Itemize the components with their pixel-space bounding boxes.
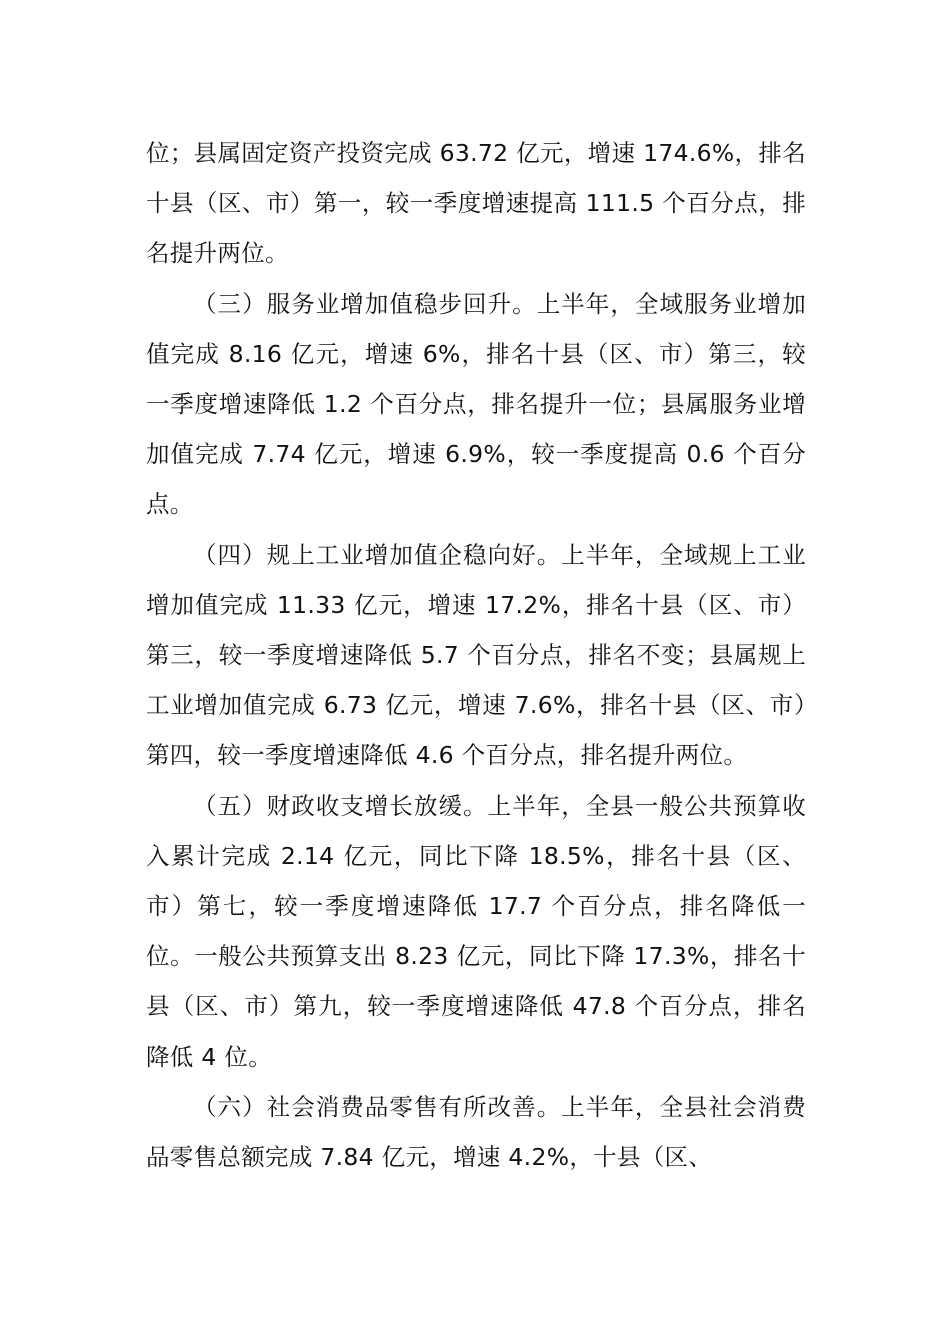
paragraph-fiscal-revenue-expenditure: （五）财政收支增长放缓。上半年，全县一般公共预算收入累计完成 2.14 亿元，同比下降 18.5%，排名十县（区、市）第七，较一季度增速降低 17.7 个百分点，排名降低一位。一般公共预算支出 8.23 亿元，同比下降 17.3%，排名十县（区、市）第九，较一季度增速降低 47.8 个百分点，排名降低 4 位。 <box>146 791 806 1071</box>
paragraph-services-added-value: （三）服务业增加值稳步回升。上半年，全域服务业增加值完成 8.16 亿元，增速 6%，排名十县（区、市）第三，较一季度增速降低 1.2 个百分点，排名提升一位；县属服务业增加值完成 7.74 亿元，增速 6.9%，较一季度提高 0.6 个百分点。 <box>146 289 806 519</box>
paragraph-fixed-asset-investment-continued: 位；县属固定资产投资完成 63.72 亿元，增速 174.6%，排名十县（区、市）第一，较一季度增速提高 111.5 个百分点，排名提升两位。 <box>146 139 806 268</box>
paragraph-retail-sales: （六）社会消费品零售有所改善。上半年，全县社会消费品零售总额完成 7.84 亿元，增速 4.2%，十县（区、 <box>146 1092 806 1172</box>
paragraph-industrial-added-value: （四）规上工业增加值企稳向好。上半年，全域规上工业增加值完成 11.33 亿元，增速 17.2%，排名十县（区、市）第三，较一季度增速降低 5.7 个百分点，排名不变；县属规上工业增加值完成 6.73 亿元，增速 7.6%，排名十县（区、市）第四，较一季度增速降低 4.6 个百分点，排名提升两位。 <box>146 540 806 770</box>
body-text <box>146 128 806 1182</box>
